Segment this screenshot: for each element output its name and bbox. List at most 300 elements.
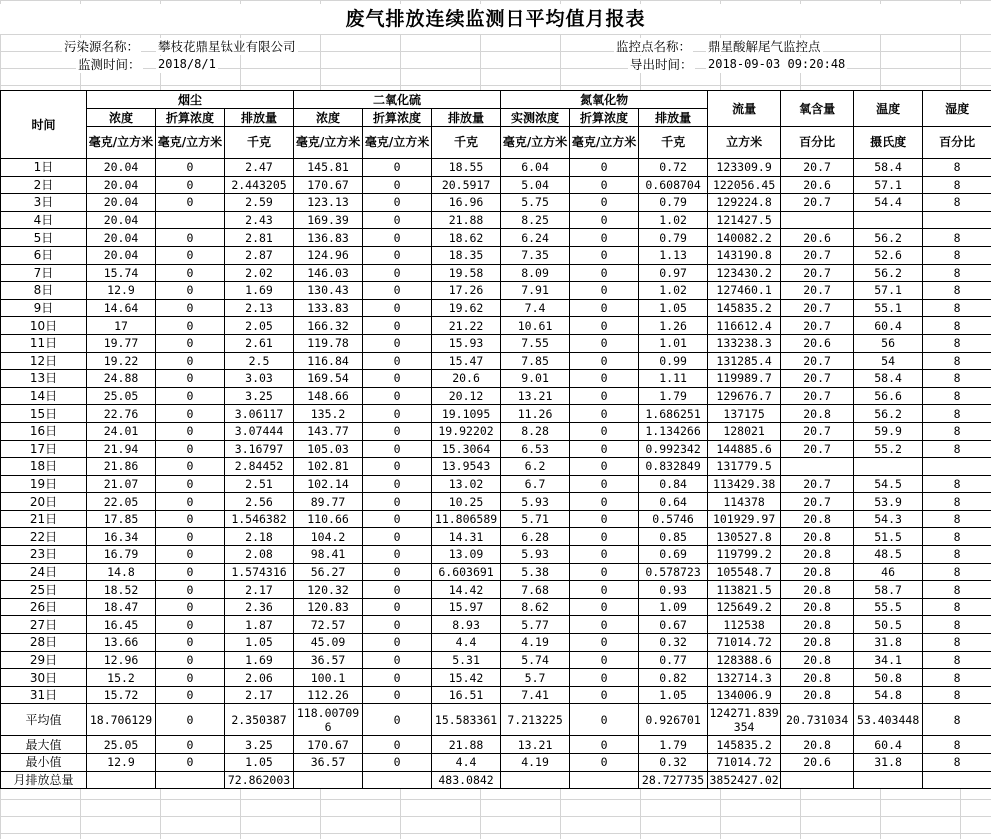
table-cell: 2.5 — [225, 352, 294, 370]
table-cell: 146.03 — [294, 264, 363, 282]
table-cell: 55.1 — [854, 299, 923, 317]
row-label-cell: 17日 — [1, 440, 87, 458]
table-cell: 0 — [156, 458, 225, 476]
header-dust: 烟尘 — [87, 91, 294, 109]
table-header — [1, 91, 991, 159]
table-cell: 0.32 — [639, 634, 708, 652]
table-cell: 128388.6 — [708, 651, 781, 669]
table-cell: 0 — [363, 686, 432, 704]
table-cell: 0 — [570, 616, 639, 634]
table-cell: 16.34 — [87, 528, 156, 546]
table-cell: 0.79 — [639, 194, 708, 212]
table-cell: 20.7 — [781, 370, 854, 388]
row-label-cell: 27日 — [1, 616, 87, 634]
table-cell: 2.51 — [225, 475, 294, 493]
table-cell: 0 — [363, 264, 432, 282]
table-cell: 0.84 — [639, 475, 708, 493]
table-cell: 0.67 — [639, 616, 708, 634]
table-cell — [87, 771, 156, 789]
header-unit: 千克 — [432, 127, 501, 159]
row-label-cell: 最小值 — [1, 754, 87, 772]
table-cell: 20.8 — [781, 581, 854, 599]
row-label-cell: 最大值 — [1, 736, 87, 754]
table-cell: 170.67 — [294, 736, 363, 754]
table-cell: 1.05 — [639, 299, 708, 317]
table-cell: 1.02 — [639, 211, 708, 229]
table-cell: 0 — [156, 704, 225, 736]
table-cell: 0 — [156, 405, 225, 423]
table-cell: 5.38 — [501, 563, 570, 581]
table-cell: 71014.72 — [708, 634, 781, 652]
table-cell: 0 — [156, 546, 225, 564]
table-cell: 0 — [363, 493, 432, 511]
table-cell: 8 — [923, 616, 991, 634]
row-label-cell: 1日 — [1, 159, 87, 177]
table-cell: 20.7 — [781, 246, 854, 264]
header-unit: 毫克/立方米 — [501, 127, 570, 159]
table-cell: 170.67 — [294, 176, 363, 194]
header-unit: 毫克/立方米 — [87, 127, 156, 159]
row-label-cell: 19日 — [1, 475, 87, 493]
table-cell: 28.727735 — [639, 771, 708, 789]
table-cell: 6.53 — [501, 440, 570, 458]
table-row — [1, 282, 991, 300]
table-row — [1, 493, 991, 511]
report-table — [0, 90, 991, 789]
table-cell: 1.69 — [225, 282, 294, 300]
table-cell: 8 — [923, 493, 991, 511]
table-cell: 169.54 — [294, 370, 363, 388]
table-cell: 20.7 — [781, 422, 854, 440]
table-cell: 0.79 — [639, 229, 708, 247]
table-cell: 122056.45 — [708, 176, 781, 194]
table-cell: 0 — [363, 229, 432, 247]
table-cell: 8 — [923, 317, 991, 335]
header-unit: 百分比 — [923, 127, 991, 159]
table-cell: 0 — [363, 616, 432, 634]
table-cell: 0 — [156, 598, 225, 616]
table-cell: 14.64 — [87, 299, 156, 317]
table-row — [1, 528, 991, 546]
table-cell: 0 — [363, 405, 432, 423]
row-label-cell: 月排放总量 — [1, 771, 87, 789]
row-label-cell: 23日 — [1, 546, 87, 564]
table-cell: 0 — [363, 194, 432, 212]
row-label-cell: 25日 — [1, 581, 87, 599]
table-cell: 20.7 — [781, 299, 854, 317]
table-cell: 98.41 — [294, 546, 363, 564]
table-cell: 20.8 — [781, 598, 854, 616]
table-cell: 7.213225 — [501, 704, 570, 736]
table-cell: 130.43 — [294, 282, 363, 300]
table-cell: 143190.8 — [708, 246, 781, 264]
table-row — [1, 229, 991, 247]
row-label-cell: 26日 — [1, 598, 87, 616]
table-cell: 0.926701 — [639, 704, 708, 736]
header-time: 时间 — [1, 91, 87, 159]
table-cell: 9.01 — [501, 370, 570, 388]
table-cell: 0 — [363, 334, 432, 352]
table-cell: 102.14 — [294, 475, 363, 493]
table-cell: 483.0842 — [432, 771, 501, 789]
table-cell: 0.97 — [639, 264, 708, 282]
table-cell: 55.5 — [854, 598, 923, 616]
table-cell: 1.574316 — [225, 563, 294, 581]
table-cell: 0 — [156, 510, 225, 528]
table-cell: 3.25 — [225, 736, 294, 754]
row-label-cell: 13日 — [1, 370, 87, 388]
table-cell: 100.1 — [294, 669, 363, 687]
table-cell: 3.25 — [225, 387, 294, 405]
table-cell: 19.1095 — [432, 405, 501, 423]
table-cell: 0 — [156, 440, 225, 458]
table-cell: 0 — [570, 370, 639, 388]
table-cell: 8 — [923, 754, 991, 772]
table-cell: 20.7 — [781, 317, 854, 335]
table-cell: 0 — [570, 528, 639, 546]
table-cell: 1.546382 — [225, 510, 294, 528]
table-cell: 20.6 — [781, 229, 854, 247]
table-cell: 7.68 — [501, 581, 570, 599]
table-cell: 0 — [156, 176, 225, 194]
header-nox: 氮氧化物 — [501, 91, 708, 109]
header-unit: 立方米 — [708, 127, 781, 159]
row-label-cell: 18日 — [1, 458, 87, 476]
table-cell: 25.05 — [87, 387, 156, 405]
table-cell: 144885.6 — [708, 440, 781, 458]
table-cell: 124271.839354 — [709, 705, 779, 734]
table-cell: 1.87 — [225, 616, 294, 634]
table-cell: 0 — [363, 352, 432, 370]
table-cell: 8 — [923, 546, 991, 564]
header-unit: 毫克/立方米 — [363, 127, 432, 159]
table-cell: 8 — [923, 334, 991, 352]
table-cell: 1.79 — [639, 736, 708, 754]
table-cell: 20.7 — [781, 282, 854, 300]
table-cell: 0.69 — [639, 546, 708, 564]
table-cell: 105.03 — [294, 440, 363, 458]
table-cell: 145835.2 — [708, 736, 781, 754]
table-cell: 20.04 — [87, 229, 156, 247]
table-cell: 5.93 — [501, 546, 570, 564]
table-cell: 0.64 — [639, 493, 708, 511]
table-cell: 120.32 — [294, 581, 363, 599]
row-label-cell: 8日 — [1, 282, 87, 300]
table-cell: 19.92202 — [432, 422, 501, 440]
table-cell — [923, 771, 991, 789]
table-cell: 18.706129 — [87, 704, 156, 736]
table-cell: 129676.7 — [708, 387, 781, 405]
table-cell: 48.5 — [854, 546, 923, 564]
table-cell: 0 — [570, 229, 639, 247]
table-row — [1, 422, 991, 440]
summary-row-average — [1, 704, 991, 736]
table-cell: 0.578723 — [639, 563, 708, 581]
table-cell: 145835.2 — [708, 299, 781, 317]
table-cell: 2.06 — [225, 669, 294, 687]
table-row — [1, 159, 991, 177]
table-cell: 0 — [156, 299, 225, 317]
summary-row-min — [1, 754, 991, 772]
table-cell: 20.8 — [781, 616, 854, 634]
table-cell: 0 — [156, 159, 225, 177]
table-cell: 13.21 — [501, 736, 570, 754]
table-row — [1, 387, 991, 405]
table-cell: 5.75 — [501, 194, 570, 212]
table-cell: 0 — [156, 686, 225, 704]
table-cell: 140082.2 — [708, 229, 781, 247]
table-cell: 8.62 — [501, 598, 570, 616]
table-cell: 2.47 — [225, 159, 294, 177]
table-cell — [294, 771, 363, 789]
header-unit: 千克 — [639, 127, 708, 159]
table-cell: 123309.9 — [708, 159, 781, 177]
table-cell: 15.47 — [432, 352, 501, 370]
table-cell: 21.07 — [87, 475, 156, 493]
table-cell: 8 — [923, 651, 991, 669]
table-cell: 119799.2 — [708, 546, 781, 564]
table-cell: 0 — [570, 405, 639, 423]
table-cell: 0 — [363, 736, 432, 754]
table-cell: 13.21 — [501, 387, 570, 405]
table-cell: 0 — [156, 352, 225, 370]
header-so2: 二氧化硫 — [294, 91, 501, 109]
table-cell: 56 — [854, 334, 923, 352]
table-cell: 130527.8 — [708, 528, 781, 546]
table-row — [1, 317, 991, 335]
table-cell: 131779.5 — [708, 458, 781, 476]
header-sub: 排放量 — [432, 109, 501, 127]
row-label-cell: 11日 — [1, 334, 87, 352]
table-cell: 0 — [570, 754, 639, 772]
table-cell: 0 — [363, 317, 432, 335]
table-cell: 20.6 — [781, 176, 854, 194]
table-cell: 123.13 — [294, 194, 363, 212]
table-cell: 56.27 — [294, 563, 363, 581]
table-cell: 119.78 — [294, 334, 363, 352]
table-cell: 114378 — [708, 493, 781, 511]
table-cell: 0.608704 — [639, 176, 708, 194]
table-cell: 0 — [363, 528, 432, 546]
table-cell: 0 — [156, 282, 225, 300]
table-cell: 18.55 — [432, 159, 501, 177]
table-cell: 21.22 — [432, 317, 501, 335]
table-row — [1, 194, 991, 212]
table-cell: 143.77 — [294, 422, 363, 440]
header-oxygen: 氧含量 — [781, 91, 854, 127]
table-cell: 8 — [923, 686, 991, 704]
table-cell: 7.4 — [501, 299, 570, 317]
table-cell: 8 — [923, 370, 991, 388]
table-cell: 125649.2 — [708, 598, 781, 616]
table-cell: 0 — [156, 528, 225, 546]
table-cell: 24.01 — [87, 422, 156, 440]
table-cell: 0 — [570, 440, 639, 458]
summary-row-max — [1, 736, 991, 754]
table-cell — [854, 771, 923, 789]
table-cell: 166.32 — [294, 317, 363, 335]
table-cell: 0 — [363, 282, 432, 300]
table-cell: 15.3064 — [432, 440, 501, 458]
table-cell: 13.66 — [87, 634, 156, 652]
table-cell: 0 — [156, 669, 225, 687]
table-cell: 119989.7 — [708, 370, 781, 388]
header-sub: 浓度 — [294, 109, 363, 127]
table-cell: 19.62 — [432, 299, 501, 317]
header-unit: 毫克/立方米 — [294, 127, 363, 159]
table-cell: 20.8 — [781, 634, 854, 652]
header-flow: 流量 — [708, 91, 781, 127]
table-cell: 31.8 — [854, 634, 923, 652]
table-cell: 20.7 — [781, 194, 854, 212]
table-cell: 6.603691 — [432, 563, 501, 581]
table-cell: 16.96 — [432, 194, 501, 212]
header-sub: 折算浓度 — [570, 109, 639, 127]
table-cell: 0 — [363, 440, 432, 458]
table-cell: 0.82 — [639, 669, 708, 687]
header-sub: 实测浓度 — [501, 109, 570, 127]
table-cell: 145.81 — [294, 159, 363, 177]
table-row — [1, 405, 991, 423]
table-cell — [923, 458, 991, 476]
table-cell: 2.36 — [225, 598, 294, 616]
table-cell: 8 — [923, 282, 991, 300]
table-cell: 8 — [923, 440, 991, 458]
table-cell: 6.04 — [501, 159, 570, 177]
table-cell: 57.1 — [854, 282, 923, 300]
table-cell: 8 — [923, 475, 991, 493]
row-label-cell: 20日 — [1, 493, 87, 511]
row-label-cell: 31日 — [1, 686, 87, 704]
table-cell: 0 — [363, 370, 432, 388]
row-label-cell: 30日 — [1, 669, 87, 687]
table-cell: 36.57 — [294, 651, 363, 669]
table-cell: 0 — [156, 387, 225, 405]
table-cell: 50.8 — [854, 669, 923, 687]
table-cell: 1.11 — [639, 370, 708, 388]
table-cell: 8 — [923, 159, 991, 177]
table-cell: 18.47 — [87, 598, 156, 616]
table-cell: 148.66 — [294, 387, 363, 405]
table-cell: 2.350387 — [225, 704, 294, 736]
table-cell: 8.28 — [501, 422, 570, 440]
table-cell: 120.83 — [294, 598, 363, 616]
table-row — [1, 211, 991, 229]
table-cell: 0 — [570, 334, 639, 352]
row-label-cell: 16日 — [1, 422, 87, 440]
table-cell: 0 — [156, 229, 225, 247]
table-cell: 0 — [570, 211, 639, 229]
table-cell: 34.1 — [854, 651, 923, 669]
table-cell: 8 — [923, 581, 991, 599]
table-cell: 0.832849 — [639, 458, 708, 476]
table-cell: 1.26 — [639, 317, 708, 335]
table-cell: 8.09 — [501, 264, 570, 282]
table-cell: 136.83 — [294, 229, 363, 247]
table-row — [1, 299, 991, 317]
table-cell: 16.51 — [432, 686, 501, 704]
table-cell: 20.7 — [781, 440, 854, 458]
table-cell: 0 — [363, 546, 432, 564]
table-cell: 0.99 — [639, 352, 708, 370]
table-cell: 1.686251 — [639, 405, 708, 423]
table-row — [1, 510, 991, 528]
row-label-cell: 6日 — [1, 246, 87, 264]
table-cell: 8 — [923, 405, 991, 423]
table-cell: 15.2 — [87, 669, 156, 687]
table-cell: 0 — [156, 736, 225, 754]
table-cell: 0 — [570, 634, 639, 652]
table-cell: 0 — [570, 546, 639, 564]
table-cell: 121427.5 — [708, 211, 781, 229]
table-cell: 2.81 — [225, 229, 294, 247]
table-cell: 20.8 — [781, 405, 854, 423]
row-label-cell: 22日 — [1, 528, 87, 546]
table-row — [1, 246, 991, 264]
table-cell — [854, 211, 923, 229]
table-cell: 0 — [570, 194, 639, 212]
table-cell: 3852427.02 — [709, 772, 779, 787]
table-cell: 0 — [363, 598, 432, 616]
table-cell: 105548.7 — [708, 563, 781, 581]
table-cell: 7.41 — [501, 686, 570, 704]
table-cell: 4.19 — [501, 754, 570, 772]
table-cell: 0 — [156, 334, 225, 352]
table-cell: 5.04 — [501, 176, 570, 194]
table-cell: 55.2 — [854, 440, 923, 458]
table-cell: 1.79 — [639, 387, 708, 405]
table-cell: 0 — [570, 264, 639, 282]
export-value: 2018-09-03 09:20:48 — [708, 57, 846, 71]
table-cell: 7.91 — [501, 282, 570, 300]
table-cell: 5.7 — [501, 669, 570, 687]
table-cell: 71014.72 — [708, 754, 781, 772]
table-cell: 0 — [363, 634, 432, 652]
table-cell: 0 — [363, 246, 432, 264]
table-cell: 0 — [570, 282, 639, 300]
table-cell: 20.5917 — [432, 176, 501, 194]
table-cell: 57.1 — [854, 176, 923, 194]
row-label-cell: 12日 — [1, 352, 87, 370]
table-cell: 60.4 — [854, 317, 923, 335]
table-cell: 25.05 — [87, 736, 156, 754]
row-label-cell: 15日 — [1, 405, 87, 423]
table-cell: 52.6 — [854, 246, 923, 264]
table-cell: 8 — [923, 528, 991, 546]
table-cell: 8 — [923, 229, 991, 247]
header-unit: 毫克/立方米 — [570, 127, 639, 159]
table-cell: 0 — [570, 686, 639, 704]
table-cell: 6.7 — [501, 475, 570, 493]
table-cell: 2.59 — [225, 194, 294, 212]
table-cell: 8.93 — [432, 616, 501, 634]
source-label: 污染源名称： — [64, 39, 140, 54]
table-cell: 3.07444 — [225, 422, 294, 440]
table-cell: 8 — [923, 299, 991, 317]
table-row — [1, 264, 991, 282]
table-row — [1, 651, 991, 669]
table-cell: 0 — [570, 387, 639, 405]
table-cell: 31.8 — [854, 754, 923, 772]
table-cell: 60.4 — [854, 736, 923, 754]
table-cell: 1.09 — [639, 598, 708, 616]
table-cell: 15.93 — [432, 334, 501, 352]
table-cell: 0 — [156, 246, 225, 264]
table-cell: 20.04 — [87, 159, 156, 177]
table-row — [1, 352, 991, 370]
table-cell: 7.55 — [501, 334, 570, 352]
table-cell: 0 — [363, 211, 432, 229]
